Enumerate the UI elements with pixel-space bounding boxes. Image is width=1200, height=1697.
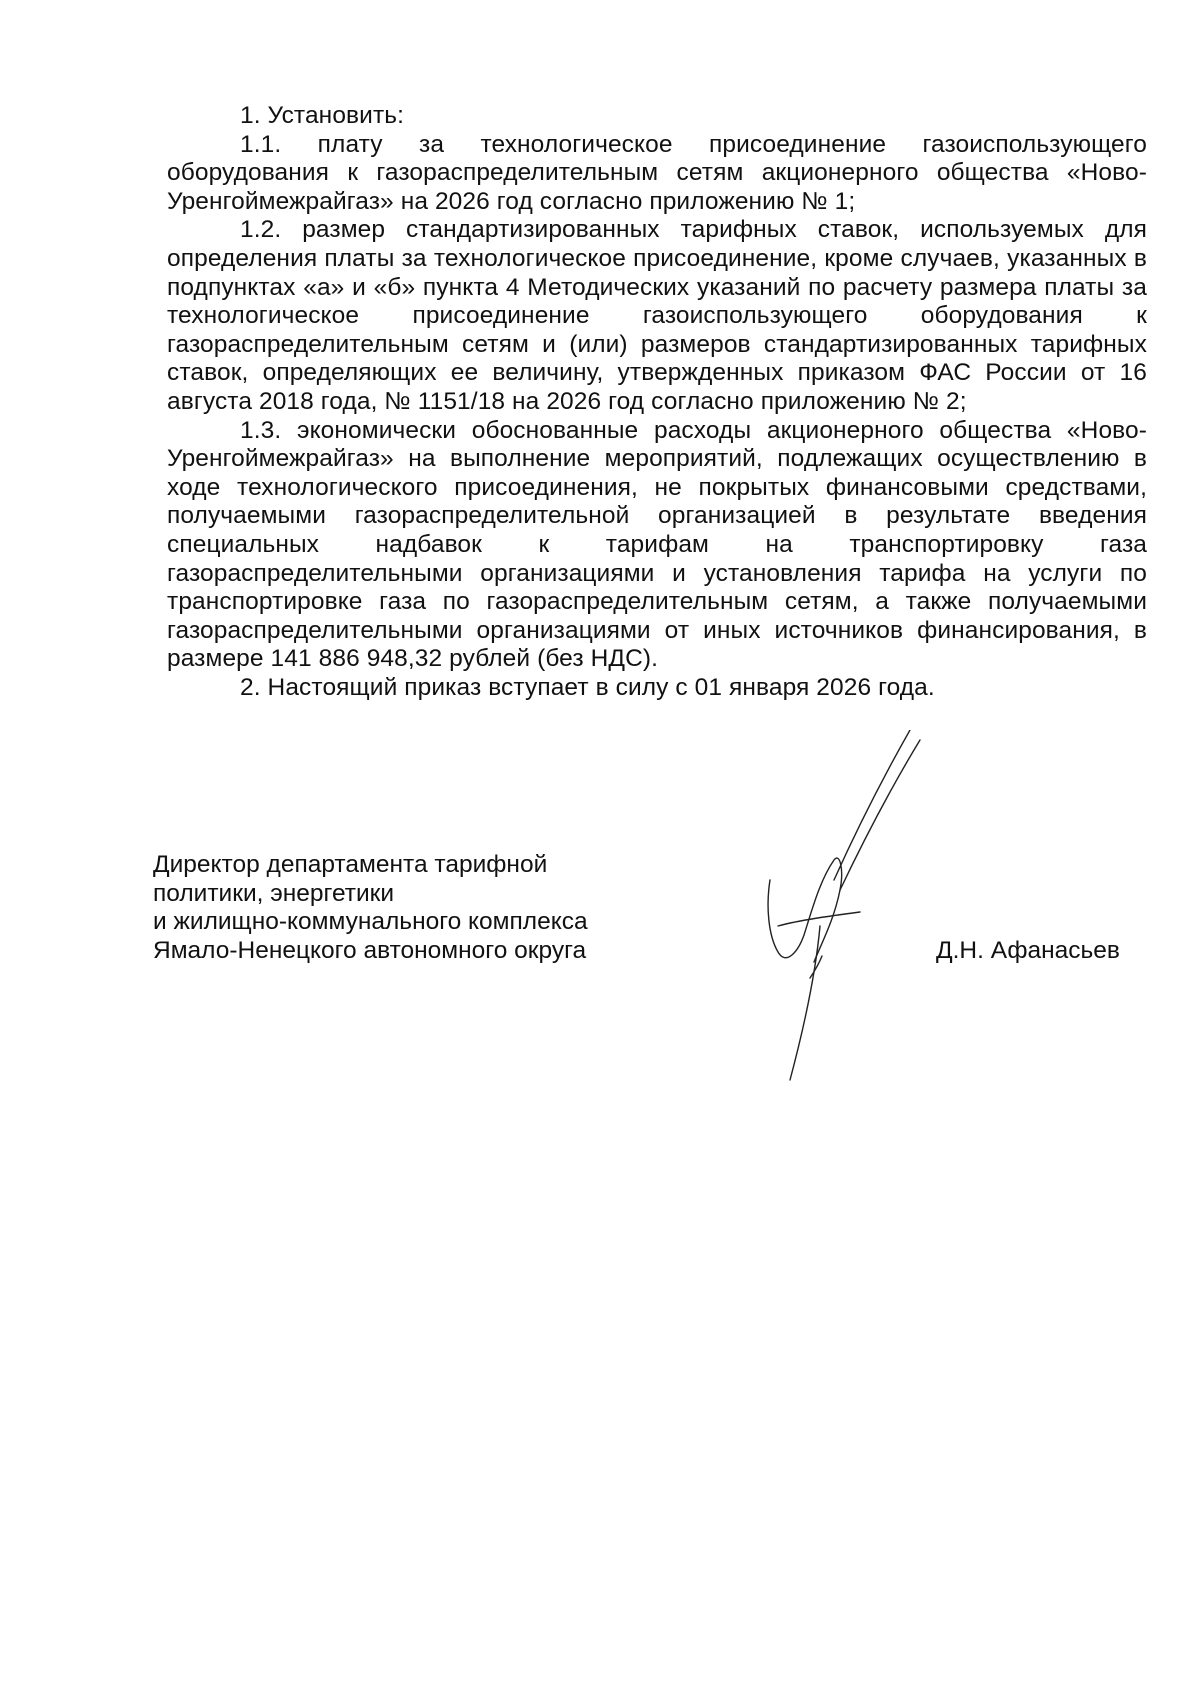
signatory-title-line: Директор департамента тарифной [153, 851, 548, 878]
paragraph-establish: 1. Установить: [240, 102, 405, 129]
signatory-title-line: и жилищно-коммунального комплекса [153, 908, 588, 936]
order-body [167, 102, 1147, 702]
handwritten-signature [760, 730, 960, 1090]
paragraph-2: 2. Настоящий приказ вступает в силу с 01 января 2026 года. [240, 673, 935, 701]
signatory-title [153, 851, 588, 965]
paragraph-1-1: 1.1. плату за технологическое присоединение газоиспользующего оборудования к газораспределительным сетям акционерного общества «Ново-Уренгоймежрайгаз» на 2026 год согласно приложению № 1; [167, 130, 1147, 215]
signer-name: Д.Н. Афанасьев [936, 937, 1120, 964]
paragraph-1-3: 1.3. экономически обоснованные расходы акционерного общества «Ново-Уренгоймежрайгаз» на выполнение мероприятий, подлежащих осуществлению в ходе технологического присоединения, не покрытых финансовыми средствами, получаемыми газораспределительной организацией в результате введения специальных надбавок к тарифам на транспортировку газа газораспределительными организациями и установления тарифа на услуги по транспортировке газа по газораспределительным сетям, а также получаемыми газораспределительными организациями от иных источников финансирования, в размере 141 886 948,32 рублей (без НДС). [167, 416, 1147, 673]
signatory-title-line: политики, энергетики [153, 879, 395, 907]
signatory-title-line: Ямало-Ненецкого автономного округа [153, 936, 587, 964]
paragraph-1-2: 1.2. размер стандартизированных тарифных ставок, используемых для определения платы за технологическое присоединение, кроме случаев, указанных в подпунктах «а» и «б» пункта 4 Методических указаний по расчету размера платы за технологическое присоединение газоиспользующего оборудования к газораспределительным сетям и (или) размеров стандартизированных тарифных ставок, определяющих ее величину, утвержденных приказом ФАС России от 16 августа 2018 года, № 1151/18 на 2026 год согласно приложению № 2; [167, 216, 1147, 415]
